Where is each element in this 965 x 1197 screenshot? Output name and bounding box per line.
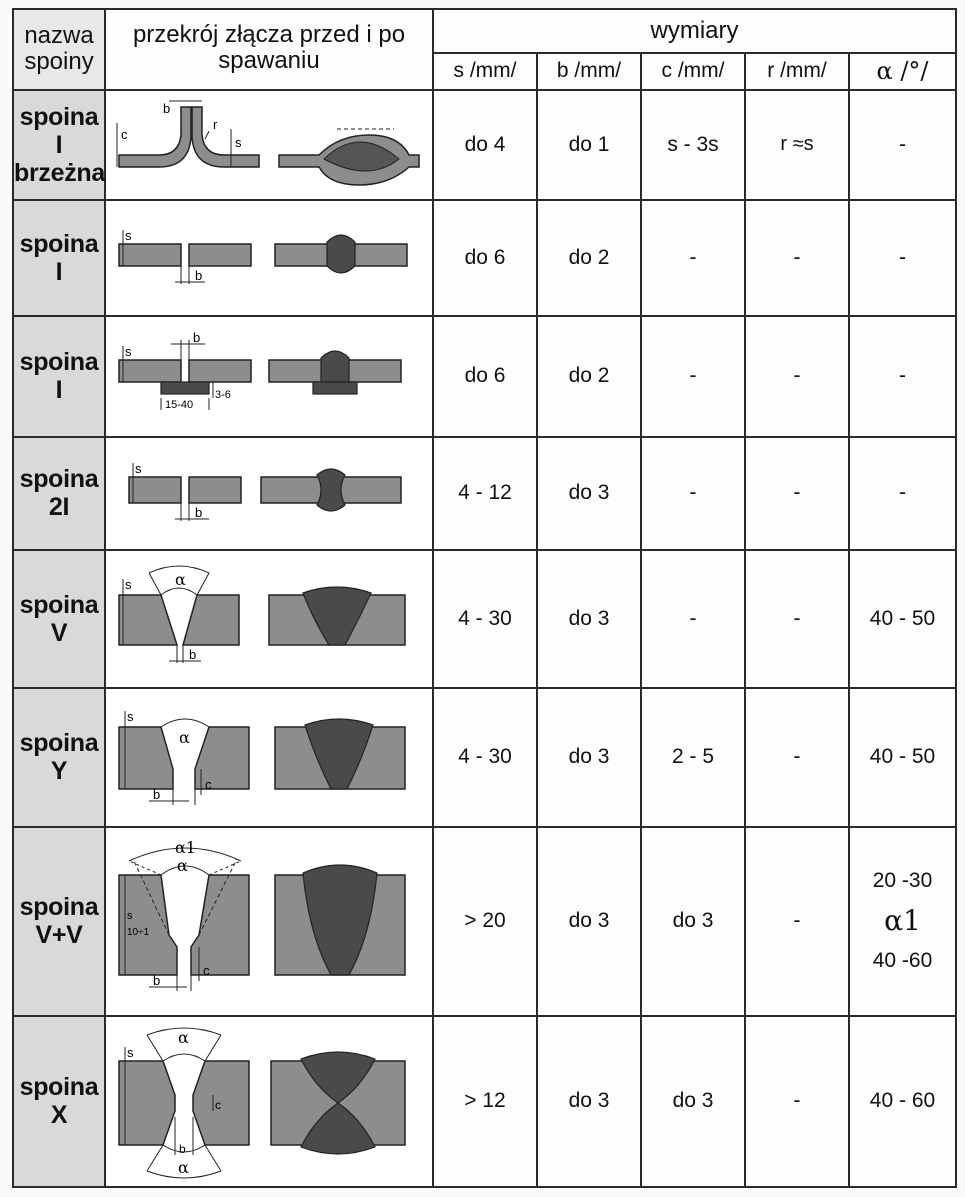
svg-text:s: s <box>127 709 134 725</box>
alpha-line-2: α1 <box>884 904 921 938</box>
svg-text:15-40: 15-40 <box>165 399 194 412</box>
joint-diagram <box>105 200 433 316</box>
header-joint-section: przekrój złącza przed i po spawaniu <box>105 9 433 90</box>
header-weld-name: nazwa spoiny <box>13 9 105 90</box>
svg-text:α1: α1 <box>175 838 196 858</box>
svg-text:b: b <box>189 646 197 662</box>
svg-text:c: c <box>121 126 128 142</box>
joint-diagram <box>105 550 433 688</box>
value-alpha: - <box>849 437 956 550</box>
value-c: 2 - 5 <box>641 688 745 827</box>
svg-text:α: α <box>177 856 188 876</box>
svg-text:s: s <box>135 461 142 477</box>
value-s: 4 - 30 <box>433 688 537 827</box>
joint-diagram <box>105 316 433 437</box>
x-butt-joint-diagram <box>109 1021 429 1181</box>
header-unit-r: r /mm/ <box>745 53 849 89</box>
square-butt-joint-diagram <box>109 208 429 308</box>
svg-text:s: s <box>125 228 132 244</box>
value-b: do 2 <box>537 316 641 437</box>
weld-name: spoina I brzeżna <box>13 90 105 201</box>
joint-diagram <box>105 827 433 1016</box>
svg-text:α: α <box>179 728 190 748</box>
v-butt-joint-diagram <box>109 559 429 679</box>
svg-text:b: b <box>193 330 201 346</box>
value-b: do 3 <box>537 550 641 688</box>
joint-diagram <box>105 1016 433 1187</box>
table-row <box>13 90 956 201</box>
value-c: - <box>641 316 745 437</box>
svg-text:b: b <box>153 973 161 989</box>
table-row <box>13 688 956 827</box>
value-c: do 3 <box>641 1016 745 1187</box>
svg-text:c: c <box>205 777 212 793</box>
value-r: - <box>745 550 849 688</box>
value-r: - <box>745 1016 849 1187</box>
value-r: - <box>745 437 849 550</box>
weld-name: spoina X <box>13 1016 105 1187</box>
value-alpha: - <box>849 200 956 316</box>
svg-text:b: b <box>195 268 203 284</box>
joint-diagram <box>105 437 433 550</box>
svg-text:s: s <box>125 576 132 592</box>
value-b: do 3 <box>537 827 641 1016</box>
joint-diagram <box>105 688 433 827</box>
double-square-butt-diagram <box>109 443 429 543</box>
value-c: - <box>641 200 745 316</box>
svg-text:b: b <box>195 505 203 521</box>
svg-text:r: r <box>213 116 218 132</box>
weld-name: spoina V <box>13 550 105 688</box>
table-row <box>13 316 956 437</box>
value-alpha: 40 - 50 <box>849 688 956 827</box>
svg-text:3-6: 3-6 <box>215 389 231 402</box>
value-s: 4 - 30 <box>433 550 537 688</box>
value-c: - <box>641 550 745 688</box>
weld-name: spoina I <box>13 200 105 316</box>
value-b: do 3 <box>537 1016 641 1187</box>
svg-text:10÷1: 10÷1 <box>127 927 150 939</box>
header-dimensions: wymiary <box>433 9 956 53</box>
value-s: 4 - 12 <box>433 437 537 550</box>
value-c: - <box>641 437 745 550</box>
value-b: do 1 <box>537 90 641 201</box>
header-unit-s: s /mm/ <box>433 53 537 89</box>
svg-text:s: s <box>125 344 132 360</box>
value-s: do 6 <box>433 200 537 316</box>
y-butt-joint-diagram <box>109 697 429 817</box>
value-r: - <box>745 316 849 437</box>
table-row <box>13 827 956 1016</box>
double-v-compound-diagram <box>109 835 429 1007</box>
svg-text:b: b <box>163 100 171 116</box>
value-b: do 3 <box>537 437 641 550</box>
value-r: r ≈s <box>745 90 849 201</box>
value-c: do 3 <box>641 827 745 1016</box>
value-alpha <box>849 827 956 1016</box>
value-r: - <box>745 827 849 1016</box>
value-s: > 20 <box>433 827 537 1016</box>
alpha-line-1: 20 -30 <box>872 869 933 893</box>
svg-text:s: s <box>235 134 242 150</box>
table-row <box>13 550 956 688</box>
value-b: do 2 <box>537 200 641 316</box>
value-alpha: 40 - 60 <box>849 1016 956 1187</box>
svg-text:s: s <box>127 910 133 923</box>
weld-name: spoina Y <box>13 688 105 827</box>
table-row <box>13 437 956 550</box>
svg-text:c: c <box>203 963 210 979</box>
value-r: - <box>745 200 849 316</box>
svg-text:s: s <box>127 1045 134 1061</box>
svg-text:b: b <box>153 787 161 803</box>
flanged-joint-diagram <box>109 95 429 195</box>
weld-dimensions-table <box>12 8 957 1188</box>
value-c: s - 3s <box>641 90 745 201</box>
value-r: - <box>745 688 849 827</box>
header-unit-b: b /mm/ <box>537 53 641 89</box>
value-s: do 4 <box>433 90 537 201</box>
svg-text:α: α <box>178 1158 189 1178</box>
header-unit-c: c /mm/ <box>641 53 745 89</box>
square-butt-backing-diagram <box>109 326 429 426</box>
value-alpha: 40 - 50 <box>849 550 956 688</box>
weld-name: spoina I <box>13 316 105 437</box>
value-alpha: - <box>849 316 956 437</box>
svg-text:b: b <box>179 1142 186 1157</box>
svg-text:α: α <box>175 569 186 589</box>
header-unit-alpha: α /°/ <box>849 53 956 89</box>
alpha-line-3: 40 -60 <box>872 949 933 973</box>
svg-text:α: α <box>178 1028 189 1048</box>
table-row <box>13 200 956 316</box>
value-s: do 6 <box>433 316 537 437</box>
weld-name: spoina V+V <box>13 827 105 1016</box>
joint-diagram <box>105 90 433 201</box>
value-b: do 3 <box>537 688 641 827</box>
weld-name: spoina 2I <box>13 437 105 550</box>
value-s: > 12 <box>433 1016 537 1187</box>
value-alpha: - <box>849 90 956 201</box>
table-row <box>13 1016 956 1187</box>
svg-text:c: c <box>215 1098 221 1113</box>
